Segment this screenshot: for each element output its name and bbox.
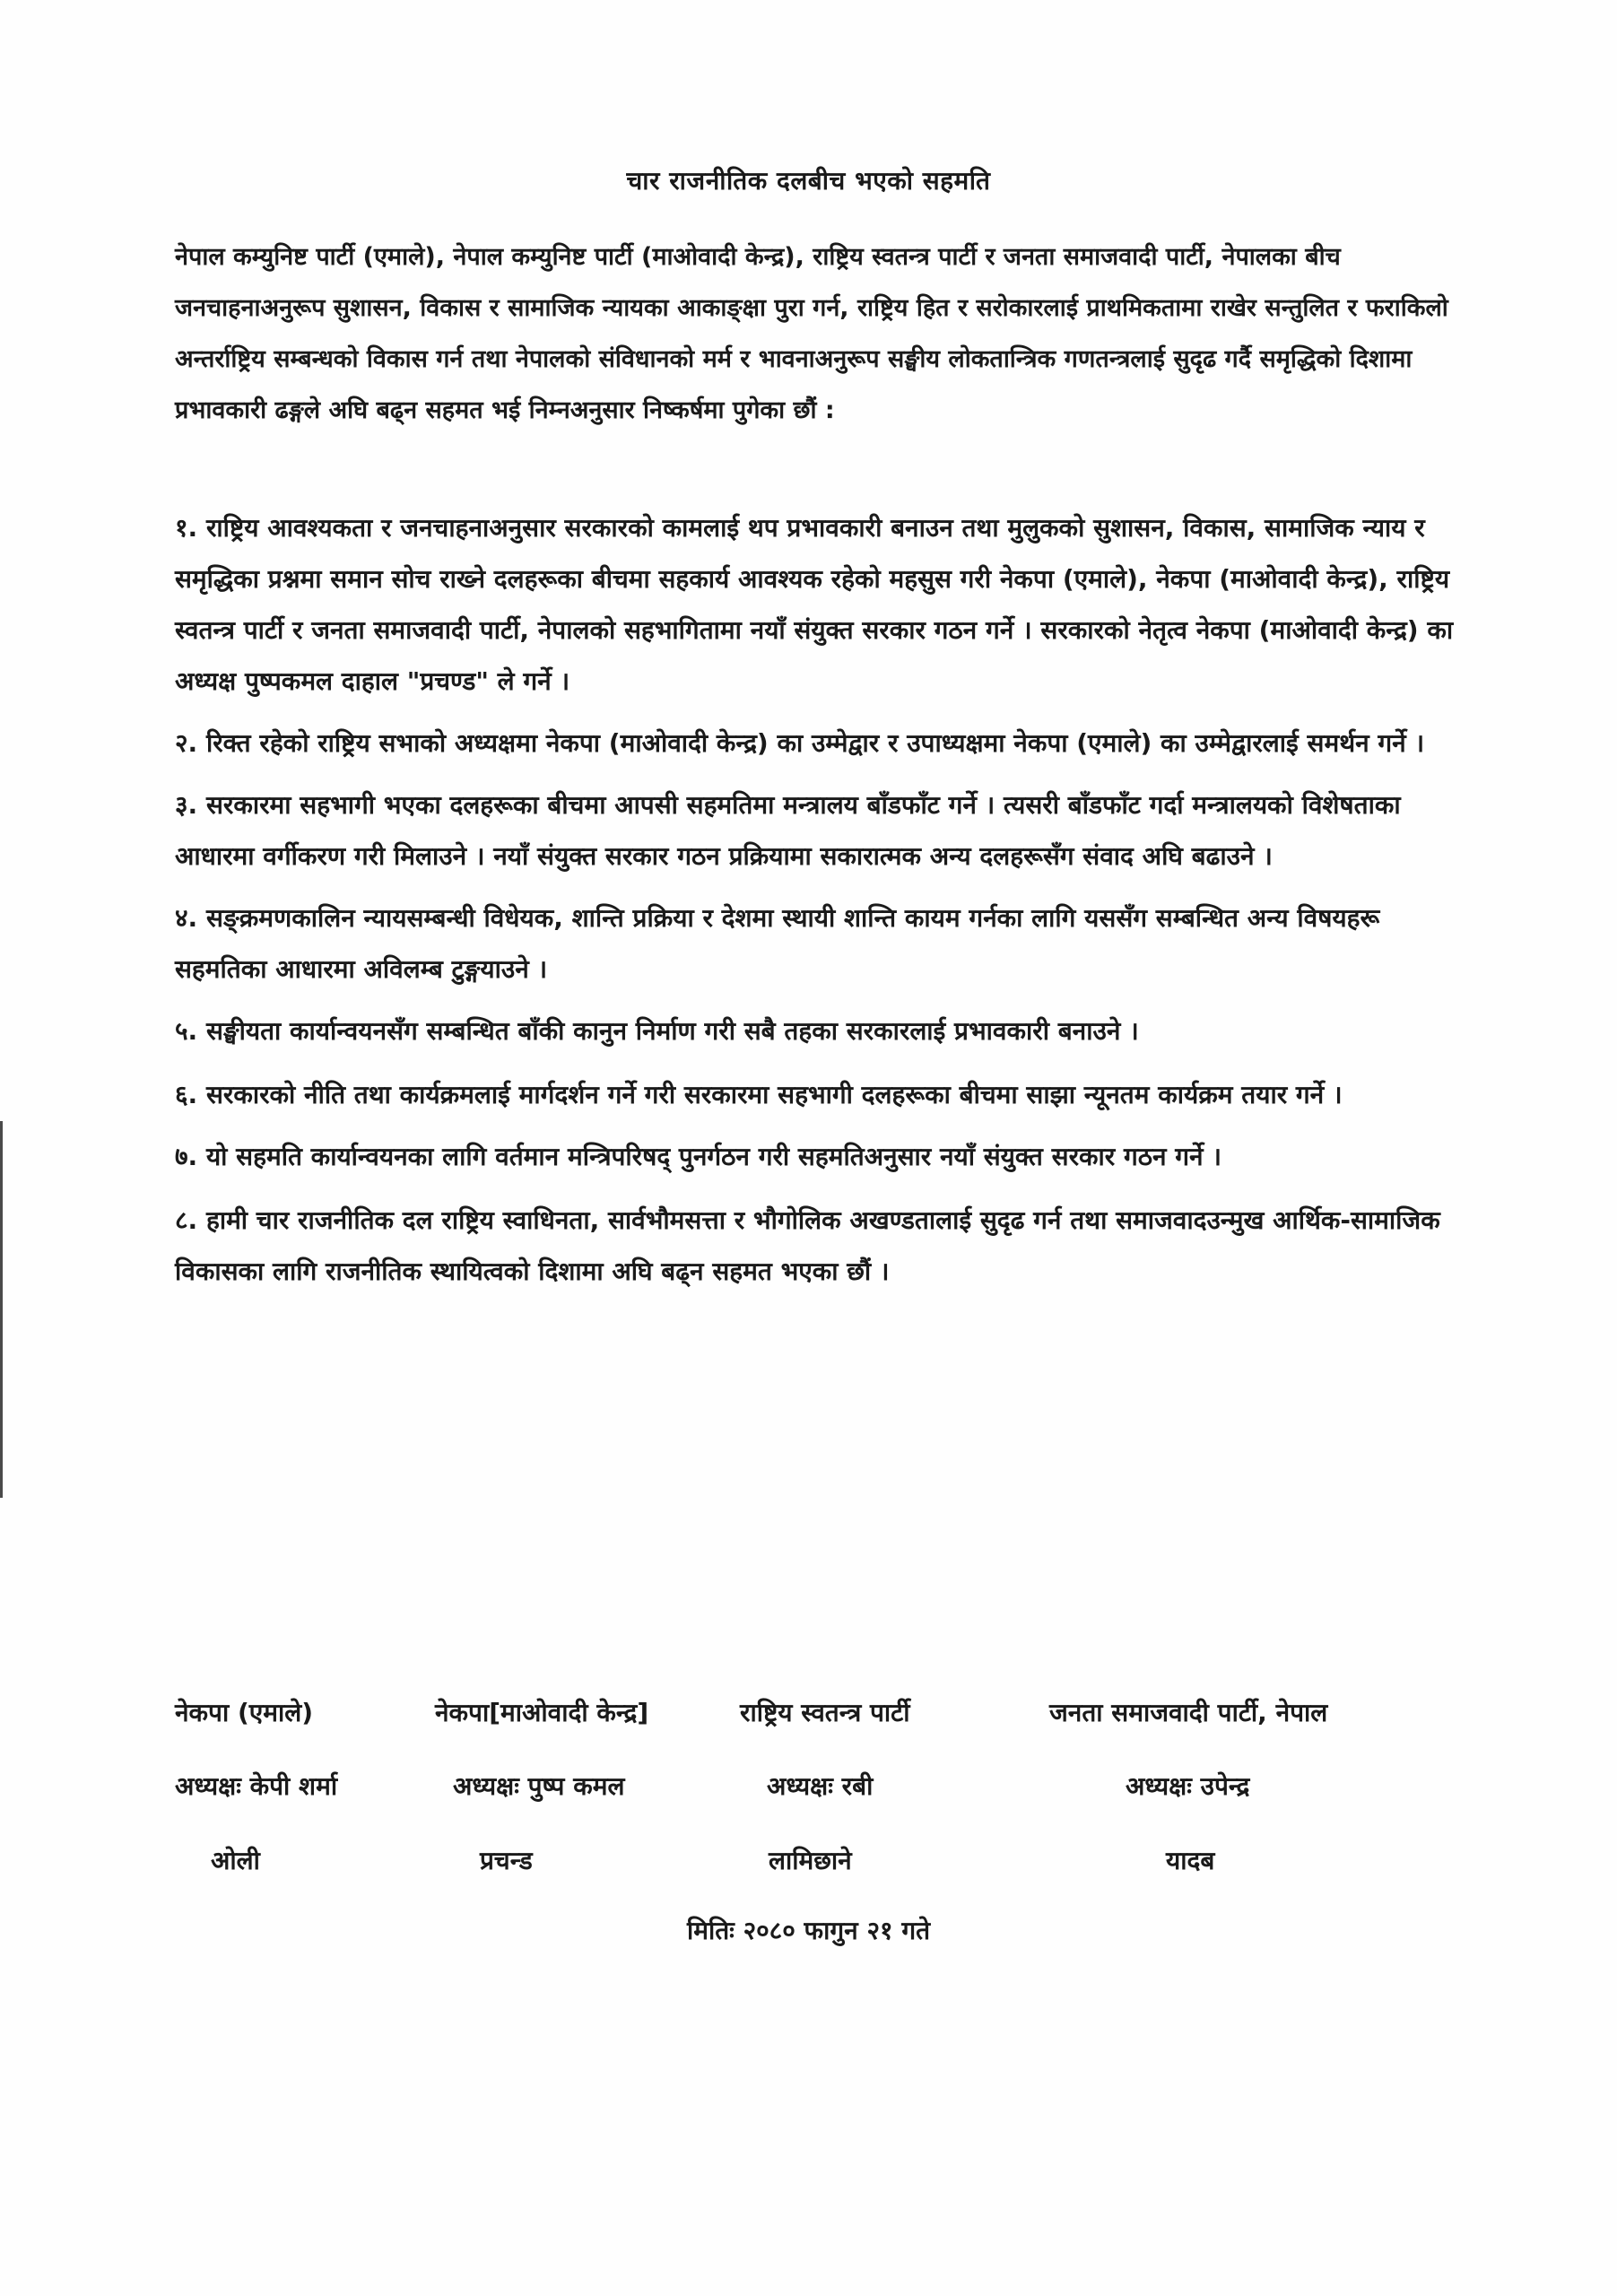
agreement-point-6: ६. सरकारको नीति तथा कार्यक्रमलाई मार्गदर्शन गर्ने गरी सरकारमा सहभागी दलहरूका बीचमा साझा न्यूनतम कार्यक्रम तयार गर्ने । — [175, 1080, 1343, 1109]
agreement-point-1: १. राष्ट्रिय आवश्यकता र जनचाहनाअनुसार सरकारको कामलाई थप प्रभावकारी बनाउन तथा मुलुकको सुशासन, विकास, सामाजिक न्याय र समृद्धिका प्रश्नमा समान सोच राख्ने दलहरूका बीचमा सहकार्य आवश्यक रहेको महसुस गरी नेकपा (एमाले), नेकपा (माओवादी केन्द्र), राष्ट्रिय स्वतन्त्र पार्टी र जनता समाजवादी पार्टी, नेपालको सहभागितामा नयाँ संयुक्त सरकार गठन गर्ने । सरकारको नेतृत्व नेकपा (माओवादी केन्द्र) का अध्यक्ष पुष्पकमल दाहाल "प्रचण्ड" ले गर्ने । — [175, 513, 1454, 696]
intro-paragraph: नेपाल कम्युनिष्ट पार्टी (एमाले), नेपाल कम्युनिष्ट पार्टी (माओवादी केन्द्र), राष्ट्रिय स्वतन्त्र पार्टी र जनता समाजवादी पार्टी, नेपालका बीच जनचाहनाअनुरूप सुशासन, विकास र सामाजिक न्यायका आकाङ्क्षा पुरा गर्न, राष्ट्रिय हित र सरोकारलाई प्राथमिकतामा राखेर सन्तुलित र फराकिलो अन्तर्राष्ट्रिय सम्बन्धको विकास गर्न तथा नेपालको संविधानको मर्म र भावनाअनुरूप सङ्घीय लोकतान्त्रिक गणतन्त्रलाई सुदृढ गर्दै समृद्धिको दिशामा प्रभावकारी ढङ्गले अघि बढ्न सहमत भई निम्नअनुसार निष्कर्षमा पुगेका छौं : — [175, 243, 1448, 424]
scan-edge-shadow — [0, 1121, 3, 1498]
document-date: मितिः २०८० फागुन २१ गते — [686, 1916, 931, 1945]
agreement-point-5: ५. सङ्घीयता कार्यान्वयनसँग सम्बन्धित बाँकी कानुन निर्माण गरी सबै तहका सरकारलाई प्रभावकारी बनाउने । — [175, 1016, 1139, 1046]
agreement-point-3: ३. सरकारमा सहभागी भएका दलहरूका बीचमा आपसी सहमतिमा मन्त्रालय बाँडफाँट गर्ने । त्यसरी बाँडफाँट गर्दा मन्त्रालयको विशेषताका आधारमा वर्गीकरण गरी मिलाउने । नयाँ संयुक्त सरकार गठन प्रक्रियामा सकारात्मक अन्य दलहरूसँग संवाद अघि बढाउने । — [175, 790, 1401, 871]
signatory-surname-1: ओली — [211, 1846, 260, 1875]
signatory-title-1: अध्यक्षः केपी शर्मा — [175, 1771, 338, 1801]
document-heading: चार राजनीतिक दलबीच भएको सहमति — [626, 166, 991, 196]
agreement-point-4: ४. सङ्क्रमणकालिन न्यायसम्बन्धी विधेयक, शान्ति प्रक्रिया र देशमा स्थायी शान्ति कायम गर्नका लागि यससँग सम्बन्धित अन्य विषयहरू सहमतिका आधारमा अविलम्ब टुङ्गयाउने । — [175, 903, 1380, 984]
signatory-title-4: अध्यक्षः उपेन्द्र — [1126, 1771, 1250, 1801]
agreement-points — [175, 502, 1466, 1297]
signatory-party-3: राष्ट्रिय स्वतन्त्र पार्टी — [740, 1698, 910, 1727]
signatory-party-4: जनता समाजवादी पार्टी, नेपाल — [1049, 1698, 1328, 1727]
signatory-title-3: अध्यक्षः रबी — [767, 1771, 874, 1801]
signatory-party-2: नेकपा[माओवादी केन्द्र] — [435, 1698, 649, 1727]
signatory-surname-4: यादब — [1166, 1846, 1215, 1875]
signatory-surname-2: प्रचन्ड — [480, 1846, 533, 1875]
agreement-point-8: ८. हामी चार राजनीतिक दल राष्ट्रिय स्वाधिनता, सार्वभौमसत्ता र भौगोलिक अखण्डतालाई सुदृढ गर्न तथा समाजवादउन्मुख आर्थिक-सामाजिक विकासका लागि राजनीतिक स्थायित्वको दिशामा अघि बढ्न सहमत भएका छौं । — [175, 1205, 1440, 1286]
agreement-point-7: ७. यो सहमति कार्यान्वयनका लागि वर्तमान मन्त्रिपरिषद् पुनर्गठन गरी सहमतिअनुसार नयाँ संयुक्त सरकार गठन गर्ने । — [175, 1142, 1221, 1171]
signatory-party-1: नेकपा (एमाले) — [175, 1698, 314, 1727]
signatory-title-2: अध्यक्षः पुष्प कमल — [453, 1771, 625, 1801]
agreement-point-2: २. रिक्त रहेको राष्ट्रिय सभाको अध्यक्षमा नेकपा (माओवादी केन्द्र) का उम्मेद्वार र उपाध्यक्षमा नेकपा (एमाले) का उम्मेद्वारलाई समर्थन गर्ने । — [175, 728, 1425, 758]
signatory-surname-3: लामिछाने — [769, 1846, 852, 1875]
